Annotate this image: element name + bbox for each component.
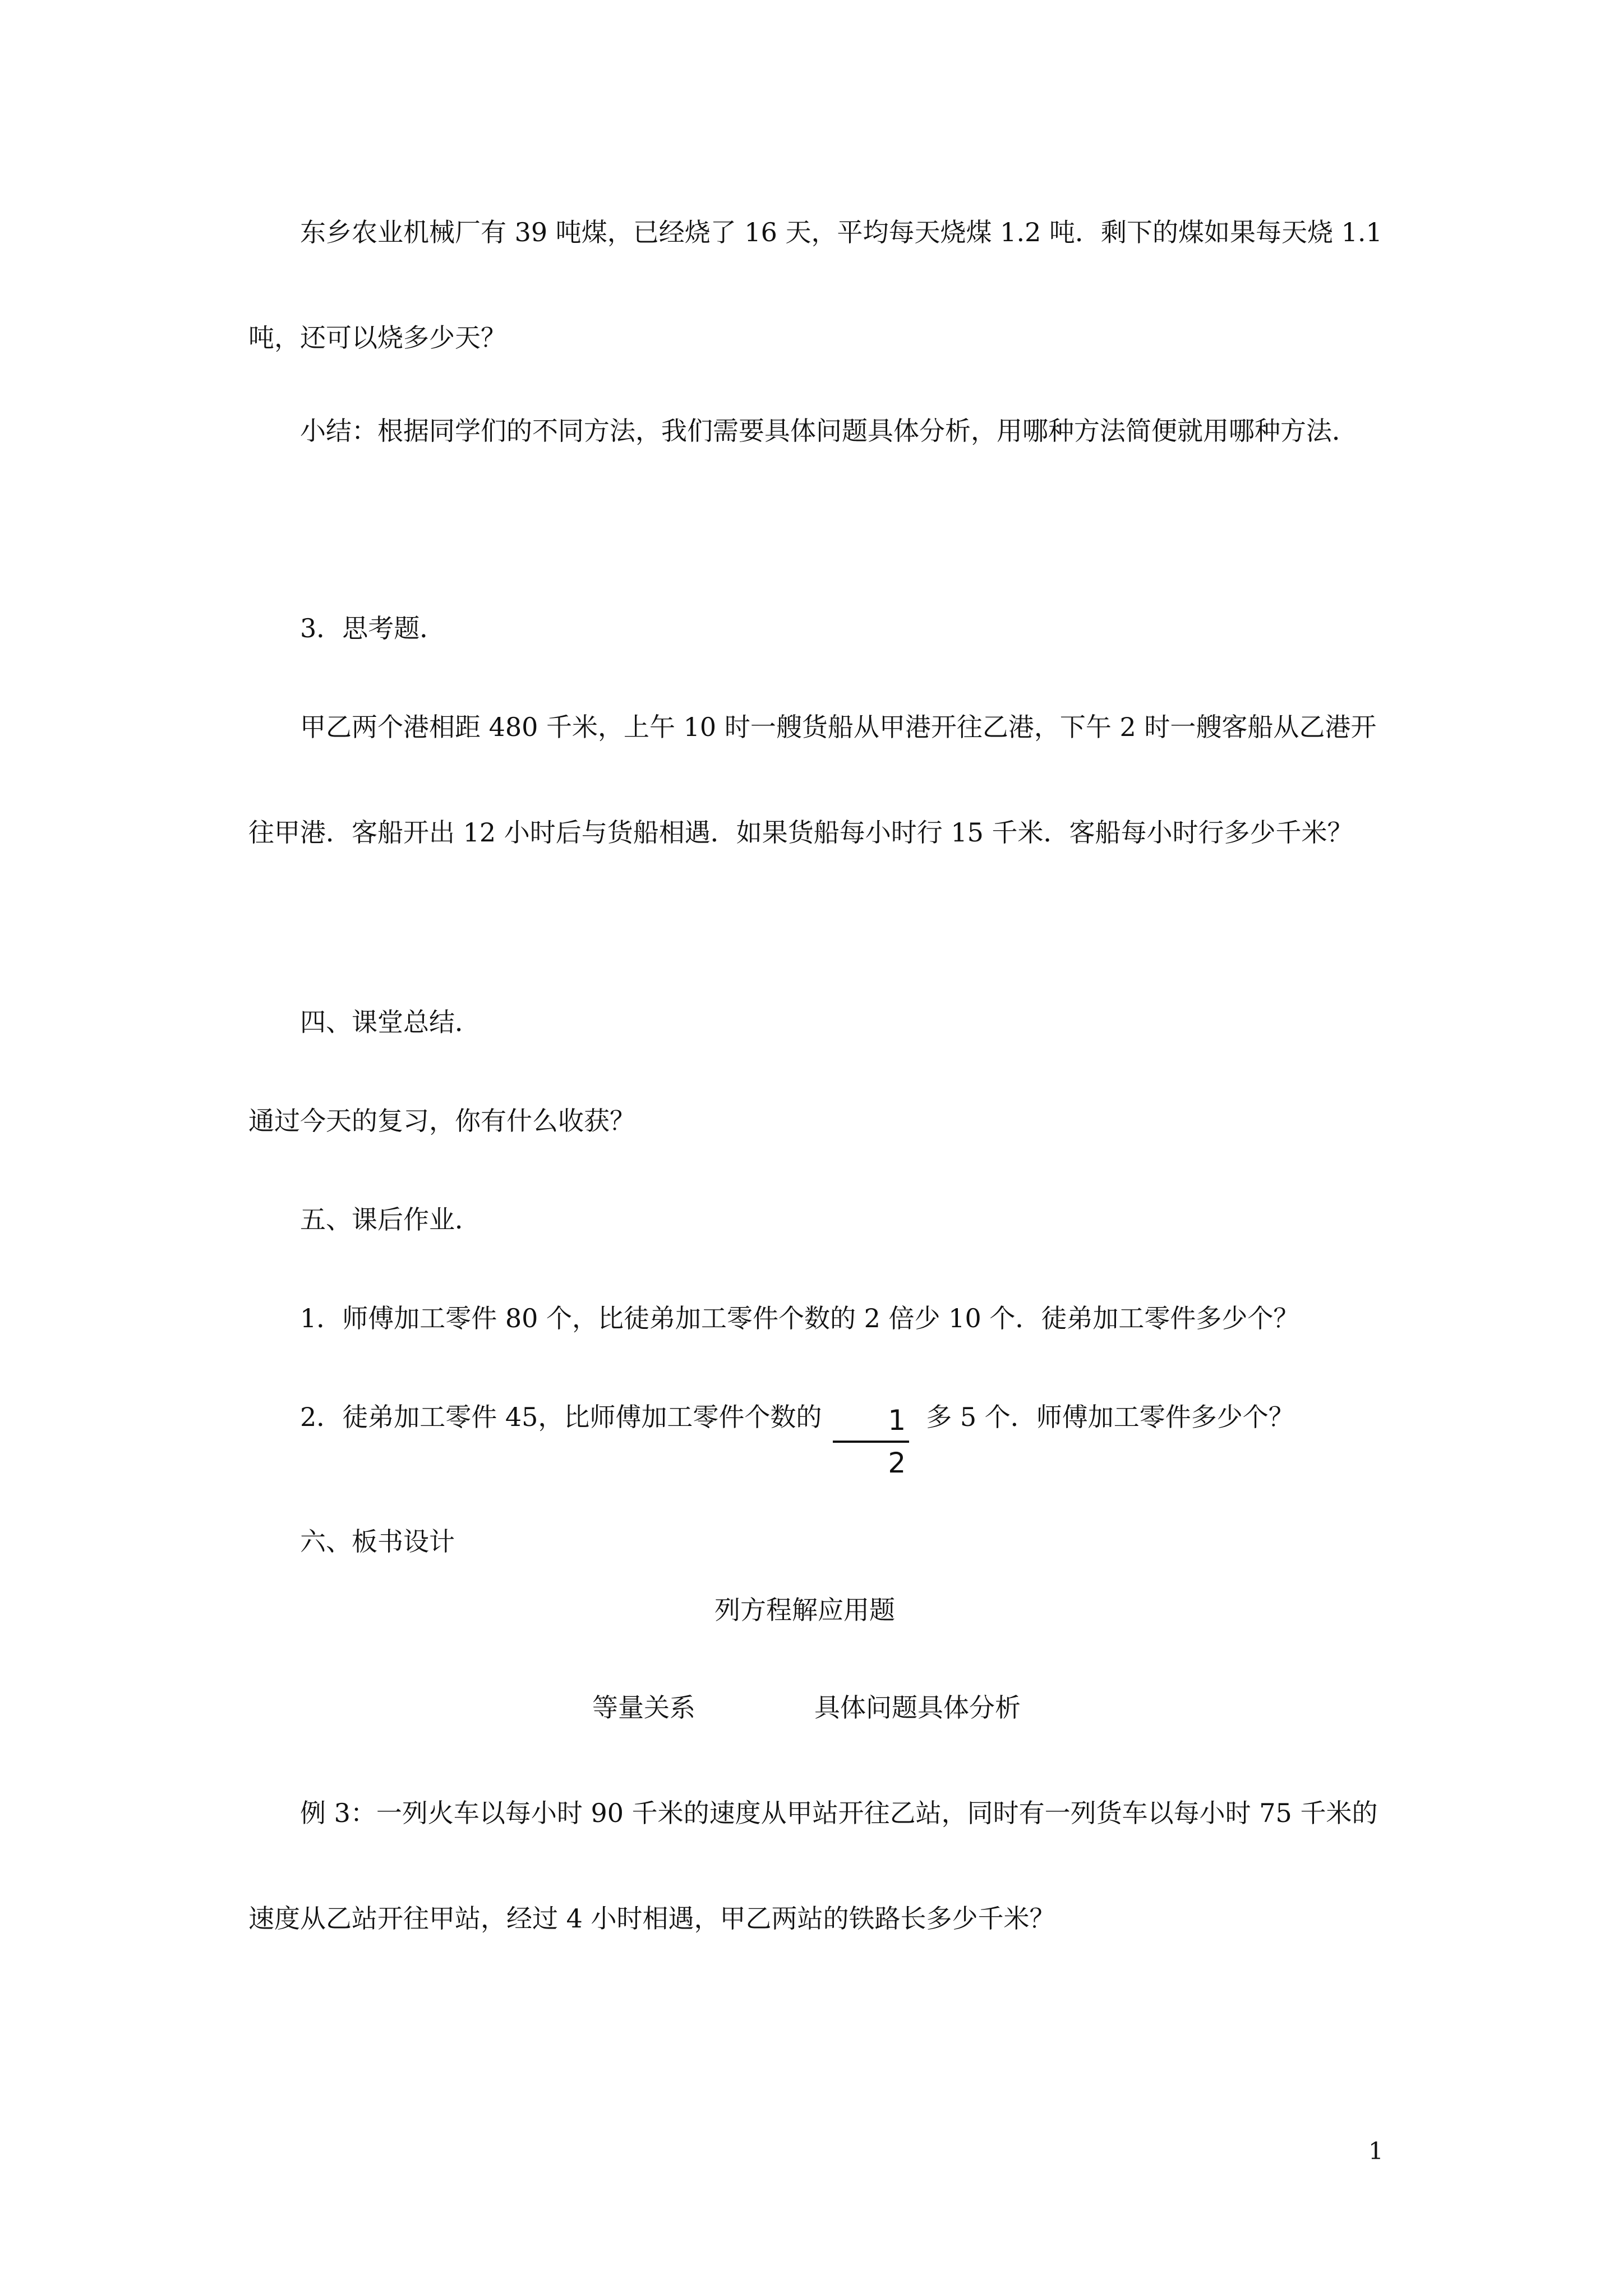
board-left-label: 等量关系 (592, 1692, 695, 1723)
thinking-question-heading: 3．思考题． (300, 613, 446, 643)
section-four-heading: 四、课堂总结． (300, 1007, 481, 1037)
fraction-numerator: 1 (888, 1404, 906, 1437)
board-title: 列方程解应用题 (714, 1595, 895, 1625)
page-number: 1 (1368, 2137, 1384, 2165)
homework-item-2-text-before: 2．徒弟加工零件 45，比师傅加工零件个数的 (300, 1402, 822, 1432)
fraction-one-half (833, 1404, 909, 1480)
summary-paragraph: 小结：根据同学们的不同方法，我们需要具体问题具体分析，用哪种方法简便就用哪种方法． (300, 416, 1358, 446)
board-right-label: 具体问题具体分析 (814, 1692, 1021, 1723)
section-five-heading: 五、课后作业． (300, 1204, 481, 1235)
problem-coal-paragraph: 东乡农业机械厂有 39 吨煤，已经烧了 16 天，平均每天烧煤 1.2 吨．剩下的煤如果每天烧 1.1 吨，还可以烧多少天？ (248, 217, 1382, 353)
example-3-paragraph: 例 3：一列火车以每小时 90 千米的速度从甲站开往乙站，同时有一列货车以每小时 75 千米的速度从乙站开往甲站，经过 4 小时相遇，甲乙两站的铁路长多少千米？ (248, 1798, 1378, 1934)
homework-item-1: 1．师傅加工零件 80 个，比徒弟加工零件个数的 2 倍少 10 个．徒弟加工零件多少个？ (300, 1303, 1299, 1333)
reflection-question: 通过今天的复习，你有什么收获？ (248, 1106, 635, 1136)
ship-problem-paragraph: 甲乙两个港相距 480 千米，上午 10 时一艘货船从甲港开往乙港，下午 2 时一艘客船从乙港开往甲港．客船开出 12 小时后与货船相遇．如果货船每小时行 15 千米．客船每小时行多少千米？ (248, 712, 1377, 848)
fraction-denominator: 2 (888, 1447, 906, 1479)
homework-item-2 (248, 1364, 1393, 1479)
fraction-bar (833, 1441, 909, 1443)
section-six-heading: 六、板书设计 (300, 1526, 455, 1557)
homework-item-2-text-after: 多 5 个．师傅加工零件多少个？ (926, 1402, 1294, 1432)
